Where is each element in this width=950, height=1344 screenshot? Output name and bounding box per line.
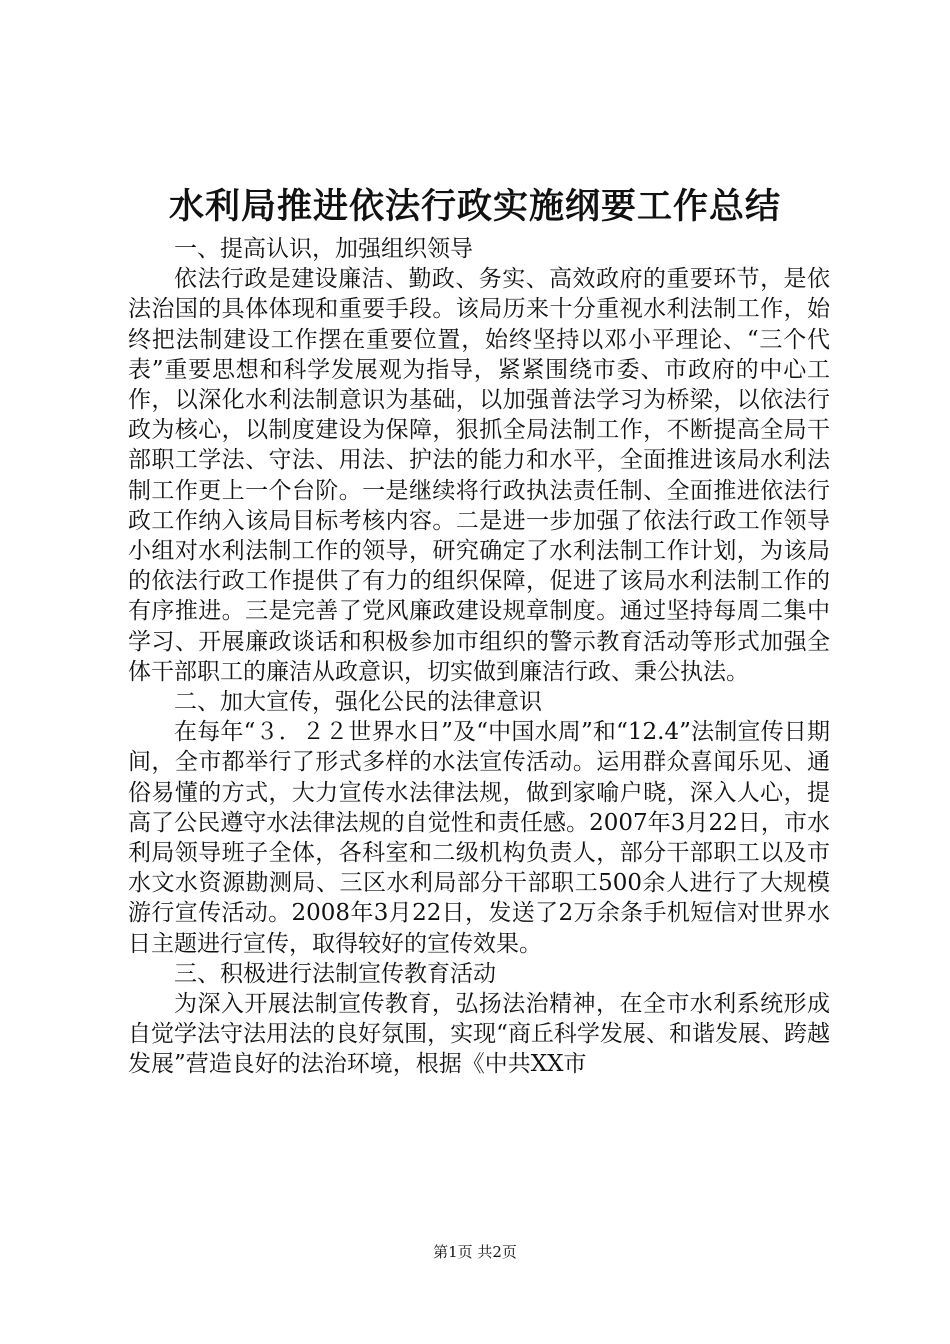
- section-paragraph-1: 依法行政是建设廉洁、勤政、务实、高效政府的重要环节，是依法治国的具体体现和重要手段。该局历来十分重视水利法制工作，始终把法制建设工作摆在重要位置，始终坚持以邓小平理论、“三个代表”重要思想和科学发展观为指导，紧紧围绕市委、市政府的中心工作，以深化水利法制意识为基础，以加强普法学习为桥梁，以依法行政为核心，以制度建设为保障，狠抓全局法制工作，不断提高全局干部职工学法、守法、用法、护法的能力和水平，全面推进该局水利法制工作更上一个台阶。一是继续将行政执法责任制、全面推进依法行政工作纳入该局目标考核内容。二是进一步加强了依法行政工作领导小组对水利法制工作的领导，研究确定了水利法制工作计划，为该局的依法行政工作提供了有力的组织保障，促进了该局水利法制工作的有序推进。三是完善了党风廉政建设规章制度。通过坚持每周二集中学习、开展廉政谈话和积极参加市组织的警示教育活动等形式加强全体干部职工的廉洁从政意识，切实做到廉洁行政、秉公执法。: [128, 266, 830, 685]
- section-heading-1: 一、提高认识，加强组织领导: [174, 236, 473, 262]
- section-heading-2: 二、加大宣传，强化公民的法律意识: [174, 689, 542, 716]
- section-paragraph-2: 在每年“３．２２世界水日”及“中国水周”和“12.4”法制宣传日期间，全市都举行了形式多样的水法宣传活动。运用群众喜闻乐见、通俗易懂的方式，大力宣传水法律法规，做到家喻户晓，深入人心，提高了公民遵守水法律法规的自觉性和责任感。2007年3月22日，市水利局领导班子全体，各科室和二级机构负责人，部分干部职工以及市水文水资源勘测局、三区水利局部分干部职工500余人进行了大规模游行宣传活动。2008年3月22日，发送了2万余条手机短信对世界水日主题进行宣传，取得较好的宣传效果。: [128, 719, 830, 957]
- page-number-footer: 第1页 共2页: [433, 1243, 517, 1261]
- section-heading-3: 三、积极进行法制宣传教育活动: [174, 960, 496, 987]
- section-paragraph-3: 为深入开展法制宣传教育，弘扬法治精神，在全市水利系统形成自觉学法守法用法的良好氛围，实现“商丘科学发展、和谐发展、跨越发展”营造良好的法治环境，根据《中共XX市: [128, 991, 830, 1078]
- document-title: 水利局推进依法行政实施纲要工作总结: [168, 186, 781, 227]
- document-body: [128, 234, 830, 1080]
